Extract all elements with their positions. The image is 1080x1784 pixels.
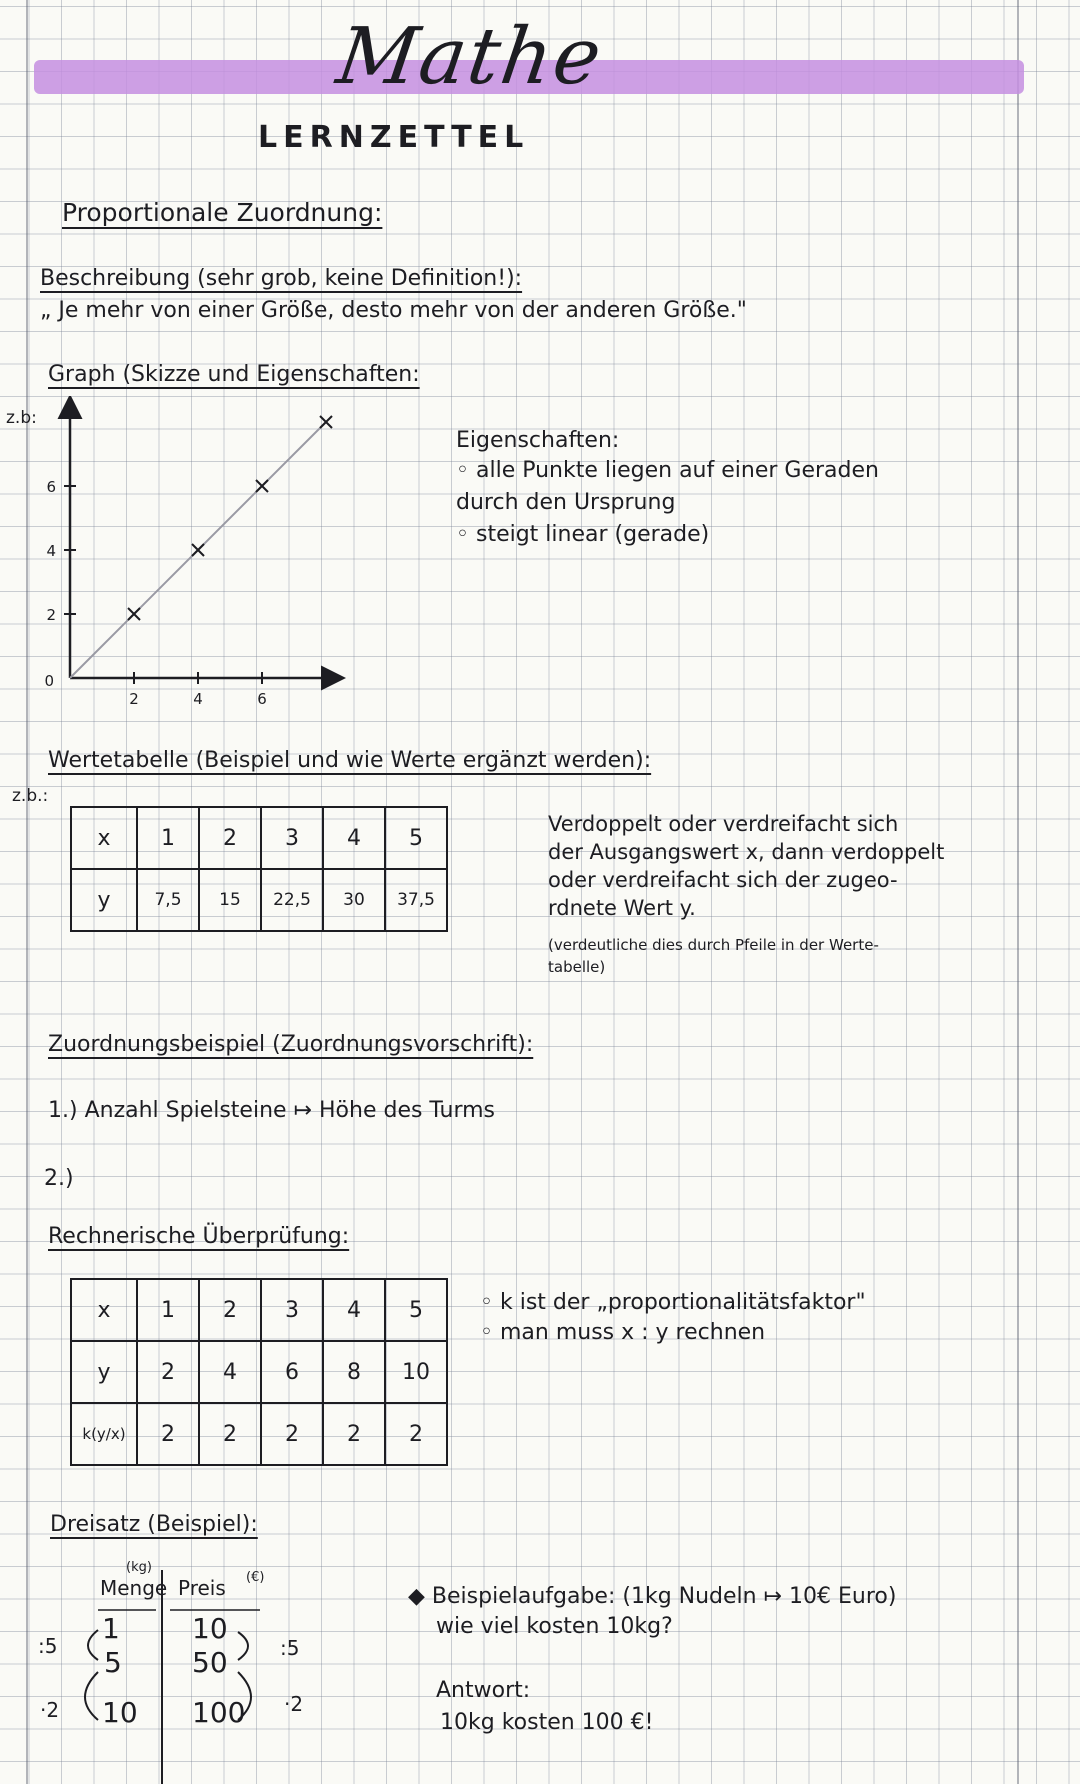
value-table-note-line-3: oder verdreifacht sich der zugeo- [548, 868, 898, 892]
check-table-row-k [71, 1403, 447, 1465]
check-table-row-x [71, 1279, 447, 1341]
preis-value-2: 50 [192, 1646, 228, 1679]
table-cell: 37,5 [385, 869, 447, 931]
table-header-cell: x [71, 1279, 137, 1341]
value-table-small-note-2: tabelle) [548, 958, 606, 976]
value-table-example-label: z.b.: [12, 786, 49, 806]
right-margin-line [1017, 0, 1019, 1784]
mapping-example-heading: Zuordnungsbeispiel (Zuordnungsvorschrift): [48, 1032, 534, 1057]
mapping-arrow-icon: ↦ [293, 1098, 312, 1123]
table-cell: 15 [199, 869, 261, 931]
property-1: ◦ alle Punkte liegen auf einer Geraden [456, 458, 879, 483]
table-cell: 2 [199, 807, 261, 869]
data-point [128, 608, 140, 620]
mapping-example-1-left: Anzahl Spielsteine [84, 1098, 287, 1123]
mapping-example-1-right: Höhe des Turms [319, 1098, 496, 1123]
graph-heading: Graph (Skizze und Eigenschaften: [48, 362, 420, 387]
table-header-cell: y [71, 869, 137, 931]
table-cell: 3 [261, 807, 323, 869]
properties-heading: Eigenschaften: [456, 428, 620, 453]
table-cell: 3 [261, 1279, 323, 1341]
check-table [70, 1278, 448, 1466]
menge-operation-2: ·2 [40, 1698, 60, 1722]
menge-unit: (kg) [126, 1560, 152, 1575]
value-table-small-note-1: (verdeutliche dies durch Pfeile in der Werte- [548, 936, 879, 954]
property-1b: durch den Ursprung [456, 490, 676, 515]
check-note-2: ◦ man muss x : y rechnen [480, 1320, 766, 1345]
proportional-graph [30, 396, 360, 706]
value-table-note-line-2: der Ausgangswert x, dann verdoppelt [548, 840, 945, 864]
check-note-2-text: man muss x : y rechnen [499, 1320, 766, 1345]
table-cell: 4 [323, 807, 385, 869]
rule-of-three-heading: Dreisatz (Beispiel): [50, 1512, 258, 1537]
origin-label: 0 [44, 672, 54, 690]
menge-value-3: 10 [102, 1696, 138, 1729]
y-tick-label: 4 [46, 542, 56, 560]
preis-value-1: 10 [192, 1612, 228, 1645]
preis-unit: (€) [246, 1570, 265, 1585]
mapping-example-1-num: 1.) [48, 1098, 78, 1123]
property-2: ◦ steigt linear (gerade) [456, 522, 710, 547]
value-table-row-y [71, 869, 447, 931]
property-1-text: alle Punkte liegen auf einer Geraden [475, 458, 879, 483]
page-title: Mathe [331, 12, 609, 102]
menge-operation-1: :5 [38, 1634, 58, 1658]
answer-label: Antwort: [436, 1678, 531, 1703]
check-heading: Rechnerische Überprüfung: [48, 1224, 350, 1249]
example-task-line-2: wie viel kosten 10kg? [436, 1614, 673, 1639]
mapping-example-1 [48, 1098, 495, 1123]
value-table-heading: Wertetabelle (Beispiel und wie Werte ergänzt werden): [48, 748, 652, 773]
x-tick-label: 4 [193, 690, 203, 706]
table-cell: 8 [323, 1341, 385, 1403]
table-cell: 6 [261, 1341, 323, 1403]
table-cell: 30 [323, 869, 385, 931]
table-cell: 2 [323, 1403, 385, 1465]
x-tick-label: 2 [129, 690, 139, 706]
mapping-example-2: 2.) [44, 1166, 74, 1191]
table-cell: 5 [385, 807, 447, 869]
table-cell: 2 [137, 1403, 199, 1465]
y-tick-label: 6 [46, 478, 56, 496]
check-note-1-text: k ist der „proportionalitätsfaktor" [499, 1290, 866, 1315]
table-cell: 2 [261, 1403, 323, 1465]
table-cell: 4 [323, 1279, 385, 1341]
menge-value-2: 5 [104, 1646, 122, 1679]
menge-step-2-arrow [85, 1672, 98, 1720]
table-header-cell: x [71, 807, 137, 869]
value-table-row-x [71, 807, 447, 869]
data-point [256, 480, 268, 492]
x-tick-label: 6 [257, 690, 267, 706]
value-table-note-line-4: rdnete Wert y. [548, 896, 696, 920]
example-task-line-1: ◆ Beispielaufgabe: (1kg Nudeln ↦ 10€ Euro) [408, 1584, 897, 1609]
example-task-line-1-text: Beispielaufgabe: (1kg Nudeln ↦ 10€ Euro) [431, 1584, 897, 1609]
table-cell: 4 [199, 1341, 261, 1403]
table-cell: 22,5 [261, 869, 323, 931]
menge-value-1: 1 [102, 1612, 120, 1645]
preis-operation-2: ·2 [284, 1692, 304, 1716]
table-cell: 1 [137, 807, 199, 869]
check-table-row-y [71, 1341, 447, 1403]
table-cell: 7,5 [137, 869, 199, 931]
table-cell: 2 [199, 1279, 261, 1341]
table-cell: 2 [137, 1341, 199, 1403]
answer-text: 10kg kosten 100 €! [440, 1710, 654, 1735]
preis-value-3: 100 [192, 1696, 246, 1729]
preis-label: Preis [178, 1576, 226, 1600]
table-cell: 2 [199, 1403, 261, 1465]
data-point [320, 416, 332, 428]
graph-example-label: z.b: [6, 408, 37, 428]
menge-step-1-arrow [88, 1630, 98, 1660]
table-cell: 5 [385, 1279, 447, 1341]
table-cell: 10 [385, 1341, 447, 1403]
description-heading: Beschreibung (sehr grob, keine Definition!): [40, 266, 523, 291]
check-note-1: ◦ k ist der „proportionalitätsfaktor" [480, 1290, 866, 1315]
left-margin-line [26, 0, 28, 1784]
y-tick-label: 2 [46, 606, 56, 624]
value-table-note-line-1: Verdoppelt oder verdreifacht sich [548, 812, 899, 836]
table-cell: 1 [137, 1279, 199, 1341]
data-point [192, 544, 204, 556]
table-header-cell: y [71, 1341, 137, 1403]
property-2-text: steigt linear (gerade) [475, 522, 710, 547]
preis-step-1-arrow [238, 1632, 248, 1660]
table-header-cell: k(y/x) [71, 1403, 137, 1465]
preis-operation-1: :5 [280, 1636, 300, 1660]
table-cell: 2 [385, 1403, 447, 1465]
section-heading-proportional: Proportionale Zuordnung: [62, 198, 383, 227]
value-table [70, 806, 448, 932]
page-subtitle: LERNZETTEL [258, 120, 530, 155]
menge-label: Menge [100, 1576, 168, 1600]
description-text: „ Je mehr von einer Größe, desto mehr von der anderen Größe." [40, 298, 747, 323]
